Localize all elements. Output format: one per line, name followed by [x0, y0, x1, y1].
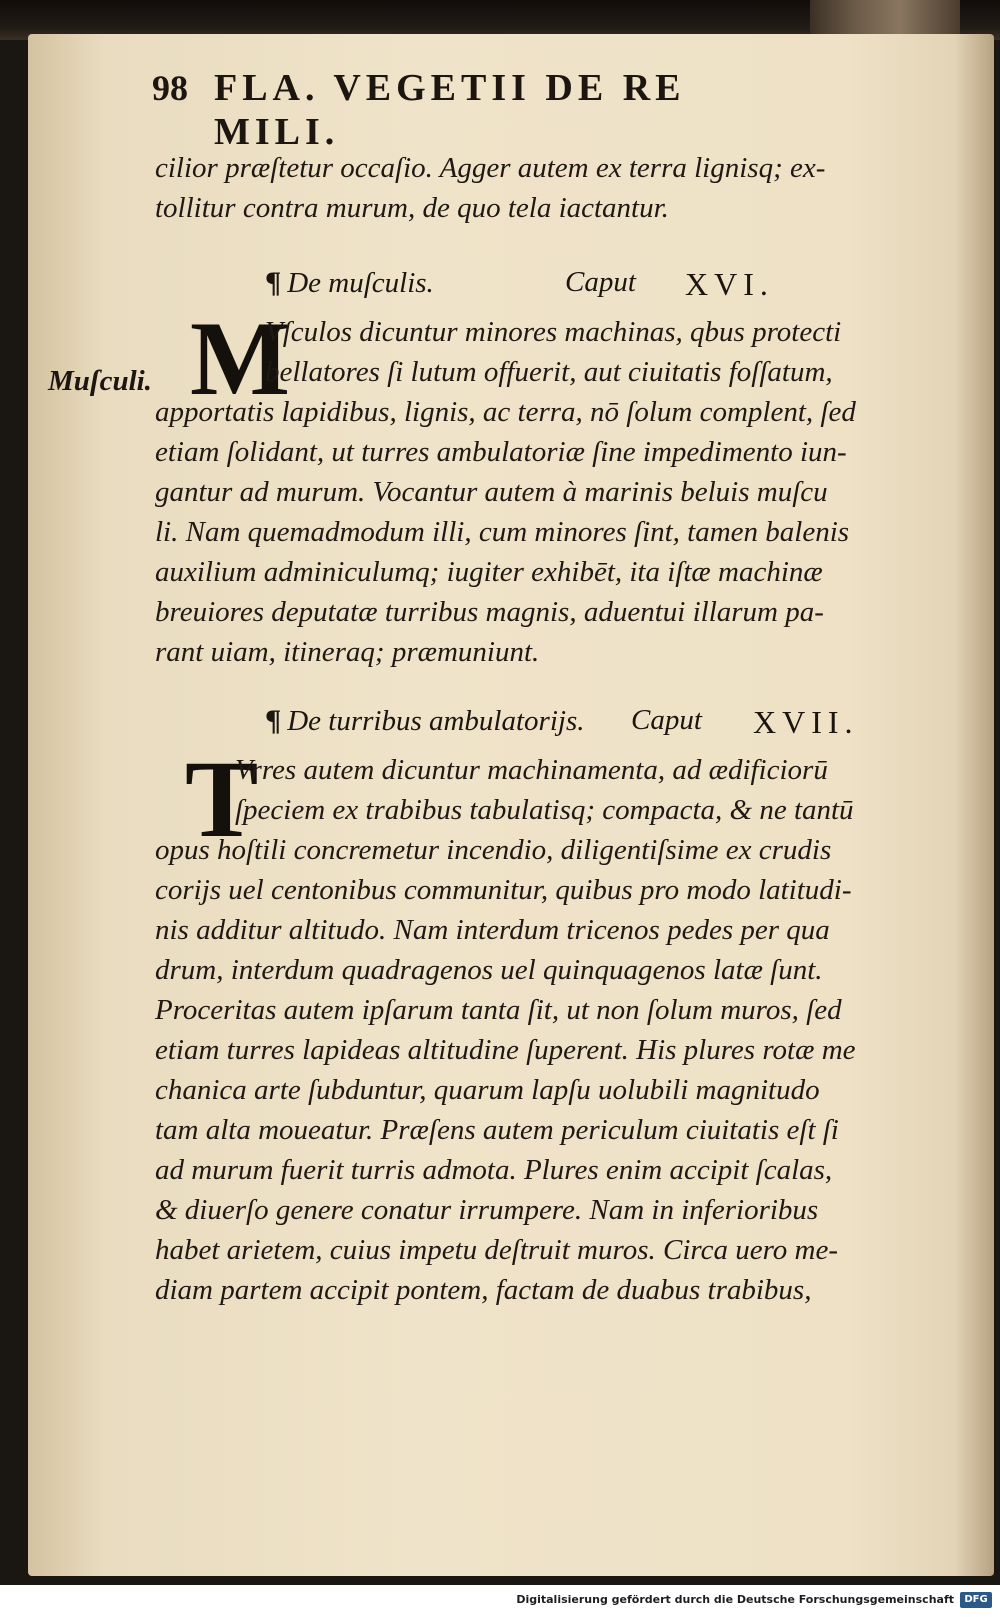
caput-label: Caput: [631, 704, 702, 736]
text-line: Vſculos dicuntur minores machinas, qbus protecti: [265, 316, 842, 348]
pilcrow-mark: ¶: [265, 704, 282, 737]
text-line: diam partem accipit pontem, factam de duabus trabibus,: [155, 1274, 812, 1306]
text-line: breuiores deputatæ turribus magnis, aduentui illarum pa-: [155, 596, 824, 628]
text-line: nis additur altitudo. Nam interdum tricenos pedes per qua: [155, 914, 830, 946]
text-line: auxilium adminiculumq; iugiter exhibēt, ita iſtæ machinæ: [155, 556, 823, 588]
chapter-heading-17: [265, 704, 865, 748]
page-number: 98: [152, 68, 188, 108]
text-line: etiam turres lapideas altitudine ſuperent. His plures rotæ me: [155, 1034, 856, 1066]
text-line: & diuerſo genere conatur irrumpere. Nam in inferioribus: [155, 1194, 819, 1226]
page-header: [152, 66, 792, 153]
text-line: corijs uel centonibus communitur, quibus pro modo latitudi-: [155, 874, 852, 906]
text-line: habet arietem, cuius impetu deſtruit muros. Circa uero me-: [155, 1234, 839, 1266]
caput-label: Caput: [565, 266, 636, 298]
text-line: opus hoſtili concremetur incendio, diligentiſsime ex crudis: [155, 834, 832, 866]
drop-cap-initial: M: [190, 300, 291, 417]
text-line: Proceritas autem ipſarum tanta ſit, ut non ſolum muros, ſed: [155, 994, 842, 1026]
continuation-paragraph: [155, 148, 875, 228]
book-head-tab: [810, 0, 960, 38]
funding-credit: Digitalisierung gefördert durch die Deutsche Forschungsgemeinschaft: [516, 1593, 954, 1606]
text-line: tollitur contra murum, de quo tela iactantur.: [155, 192, 669, 224]
page-gutter-shadow: [954, 34, 994, 1576]
chapter-number: XVI.: [685, 266, 774, 302]
text-line: ad murum fuerit turris admota. Plures enim accipit ſcalas,: [155, 1154, 833, 1186]
chapter-title: De muſculis.: [287, 267, 434, 299]
text-line: Vrres autem dicuntur machinamenta, ad ædificiorū: [235, 754, 828, 786]
margin-note: Muſculi.: [48, 365, 152, 397]
chapter-16-body: [155, 312, 875, 672]
text-line: gantur ad murum. Vocantur autem à marinis beluis muſcu: [155, 476, 828, 508]
text-line: chanica arte ſubduntur, quarum lapſu uolubili magnitudo: [155, 1074, 820, 1106]
text-line: tam alta moueatur. Præſens autem periculum ciuitatis eſt ſi: [155, 1114, 839, 1146]
text-line: rant uiam, itineraq; præmuniunt.: [155, 636, 540, 668]
text-line: apportatis lapidibus, lignis, ac terra, nō ſolum complent, ſed: [155, 396, 856, 428]
text-line: ſpeciem ex trabibus tabulatisq; compacta, & ne tantū: [235, 794, 854, 826]
chapter-17-body: [155, 750, 875, 1310]
running-title: FLA. VEGETII DE RE MILI.: [214, 67, 686, 153]
drop-cap-initial: T: [185, 738, 259, 860]
text-line: bellatores ſi lutum offuerit, aut ciuitatis foſſatum,: [265, 356, 833, 388]
digitization-footer: [0, 1585, 1000, 1617]
text-line: li. Nam quemadmodum illi, cum minores ſint, tamen balenis: [155, 516, 850, 548]
pilcrow-mark: ¶: [265, 266, 282, 299]
chapter-heading-16: [265, 266, 865, 310]
chapter-number: XVII.: [753, 704, 859, 740]
text-line: drum, interdum quadragenos uel quinquagenos latæ ſunt.: [155, 954, 823, 986]
text-line: etiam ſolidant, ut turres ambulatoriæ ſine impedimento iun-: [155, 436, 847, 468]
dfg-logo: DFG: [960, 1592, 992, 1608]
chapter-title: De turribus ambulatorijs.: [287, 705, 585, 737]
text-line: cilior præſtetur occaſio. Agger autem ex terra lignisq; ex-: [155, 152, 826, 184]
